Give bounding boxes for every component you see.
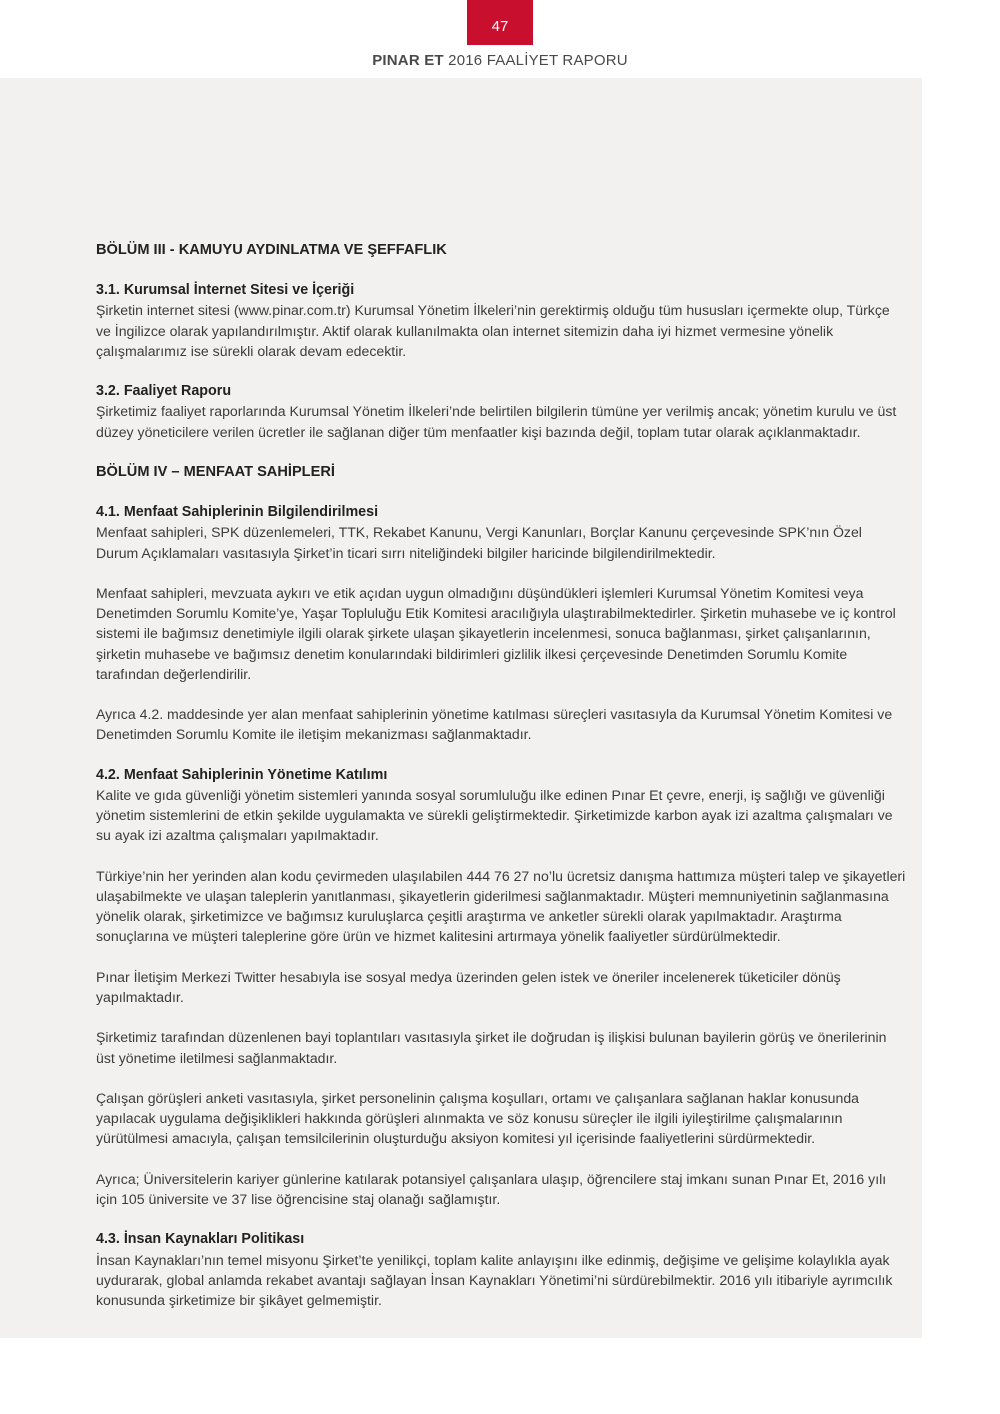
- section-4-2-paragraph-2: Türkiye’nin her yerinden alan kodu çevirmeden ulaşılabilen 444 76 27 no’lu ücretsiz danışma hattımıza müşteri talep ve şikayetleri ulaşabilmekte ve ulaşan taleplerin yanıtlanması, şikayetlerin giderilmesi sağlanmaktadır. Müşteri memnuniyetinin sağlanmasına yönelik olarak, şirketimizce ve bağımsız kuruluşlarca çeşitli araştırma ve anketler sürekli olarak yapılmaktadır. Araştırma sonuçlarına ve müşteri taleplerine göre ürün ve hizmet kalitesini artırmaya yönelik faaliyetler sürdürülmektedir.: [96, 867, 906, 945]
- section-4-2-paragraph-4: Şirketimiz tarafından düzenlenen bayi toplantıları vasıtasıyla şirket ile doğrudan iş ilişkisi bulunan bayilerin görüş ve önerilerinin üst yönetime iletilmesi sağlanmaktadır.: [96, 1029, 887, 1066]
- report-brand: PINAR ET: [372, 52, 444, 69]
- part-4-title: BÖLÜM IV – MENFAAT SAHİPLERİ: [96, 464, 335, 480]
- page-number: 47: [491, 18, 509, 35]
- section-4-2-paragraph-1: Kalite ve gıda güvenliği yönetim sistemleri yanında sosyal sorumluluğu ilke edinen Pınar Et çevre, enerji, iş sağlığı ve güvenliği yönetim sistemlerini de etkin şekilde uygulamakta ve sürekli geliştirmektedir. Şirketimizde karbon ayak izi azaltma çalışmaları ve su ayak izi azaltma çalışmaları yapılmaktadır.: [96, 787, 893, 844]
- report-header: [0, 52, 1000, 69]
- section-4-1-paragraph-2: Menfaat sahipleri, mevzuata aykırı ve etik açıdan uygun olmadığını düşündükleri işlemleri Kurumsal Yönetim Komitesi veya Denetimden Sorumlu Komite’ye, Yaşar Topluluğu Etik Komitesi aracılığıyla ulaştırabilmektedirler. Şirketin muhasebe ve iç kontrol sistemi ile bağımsız denetimiyle ilgili olarak şirkete ulaşan şikayetlerin incelenmesi, sonuca bağlanması, şirket çalışanlarının, şirketin muhasebe ve bağımsız denetim konularındaki bildirimleri gizlilik ilkesi çerçevesinde Denetimden Sorumlu Komite tarafından değerlendirilir.: [96, 585, 896, 682]
- page-number-tab: [467, 0, 533, 45]
- section-4-3-paragraph: İnsan Kaynakları’nın temel misyonu Şirket’te yenilikçi, toplam kalite anlayışını ilke edinmiş, değişime ve gelişime kolaylıkla ayak uydurarak, global anlamda rekabet avantajı sağlayan İnsan Kaynakları Yönetimi’ni sürdürebilmektir. 2016 yılı itibariyle ayrımcılık konusunda şirketimize bir şikâyet gelmemiştir.: [96, 1251, 893, 1308]
- section-4-2-paragraph-5: Çalışan görüşleri anketi vasıtasıyla, şirket personelinin çalışma koşulları, ortamı ve çalışanlara sağlanan haklar konusunda yapılacak uygulama değişiklikleri hakkında görüşleri alınmakta ve söz konusu süreçler ile ilgili iyileştirilme çalışmalarının yürütülmesi amacıyla, çalışan temsilcilerinin oluşturduğu aksiyon komitesi yıl içerisinde faaliyetlerini sürdürmektedir.: [96, 1089, 860, 1147]
- report-title: 2016 FAALİYET RAPORU: [448, 52, 628, 69]
- section-3-1-paragraph: Şirketin internet sitesi (www.pinar.com.tr) Kurumsal Yönetim İlkeleri’nin gerektirmiş olduğu tüm hususları içermekte olup, Türkçe ve İngilizce olarak yapılandırılmıştır. Aktif olarak kullanılmakta olan internet sitemizin daha iyi hizmet vermesine yönelik çalışmalarımız ise sürekli olarak devam edecektir.: [96, 302, 890, 359]
- part-3-title: BÖLÜM III - KAMUYU AYDINLATMA VE ŞEFFAFLIK: [96, 242, 447, 258]
- section-3-2-paragraph: Şirketimiz faaliyet raporlarında Kurumsal Yönetim İlkeleri’nde belirtilen bilgilerin tümüne yer verilmiş ancak; yönetim kurulu ve üst düzey yöneticilere verilen ücretler ile sağlanan diğer tüm menfaatler kişi bazında değil, toplam tutar olarak açıklanmaktadır.: [96, 403, 897, 440]
- section-4-1-title: 4.1. Menfaat Sahiplerinin Bilgilendirilmesi: [96, 504, 379, 521]
- section-4-2-paragraph-6: Ayrıca; Üniversitelerin kariyer günlerine katılarak potansiyel çalışanlara ulaşıp, öğrencilere staj imkanı sunan Pınar Et, 2016 yılı için 105 üniversite ve 37 lise öğrencisine staj olanağı sağlamıştır.: [96, 1170, 887, 1207]
- section-4-2-title: 4.2. Menfaat Sahiplerinin Yönetime Katılımı: [96, 766, 388, 783]
- page-content: [96, 240, 908, 1330]
- section-4-3-title: 4.3. İnsan Kaynakları Politikası: [96, 1231, 305, 1248]
- section-4-2-paragraph-3: Pınar İletişim Merkezi Twitter hesabıyla ise sosyal medya üzerinden gelen istek ve öneriler incelenerek tüketiciler dönüş yapılmaktadır.: [96, 968, 841, 1005]
- section-4-1-paragraph-1: Menfaat sahipleri, SPK düzenlemeleri, TTK, Rekabet Kanunu, Vergi Kanunları, Borçlar Kanunu çerçevesinde SPK’nın Özel Durum Açıklamaları vasıtasıyla Şirket’in ticari sırrı niteliğindeki bilgiler haricinde bilgilendirilmektedir.: [96, 524, 862, 561]
- section-3-2-title: 3.2. Faaliyet Raporu: [96, 383, 232, 400]
- section-4-1-paragraph-3: Ayrıca 4.2. maddesinde yer alan menfaat sahiplerinin yönetime katılması süreçleri vasıtasıyla da Kurumsal Yönetim Komitesi ve Denetimden Sorumlu Komite ile iletişim mekanizması sağlanmaktadır.: [96, 706, 893, 743]
- section-3-1-title: 3.1. Kurumsal İnternet Sitesi ve İçeriği: [96, 282, 355, 299]
